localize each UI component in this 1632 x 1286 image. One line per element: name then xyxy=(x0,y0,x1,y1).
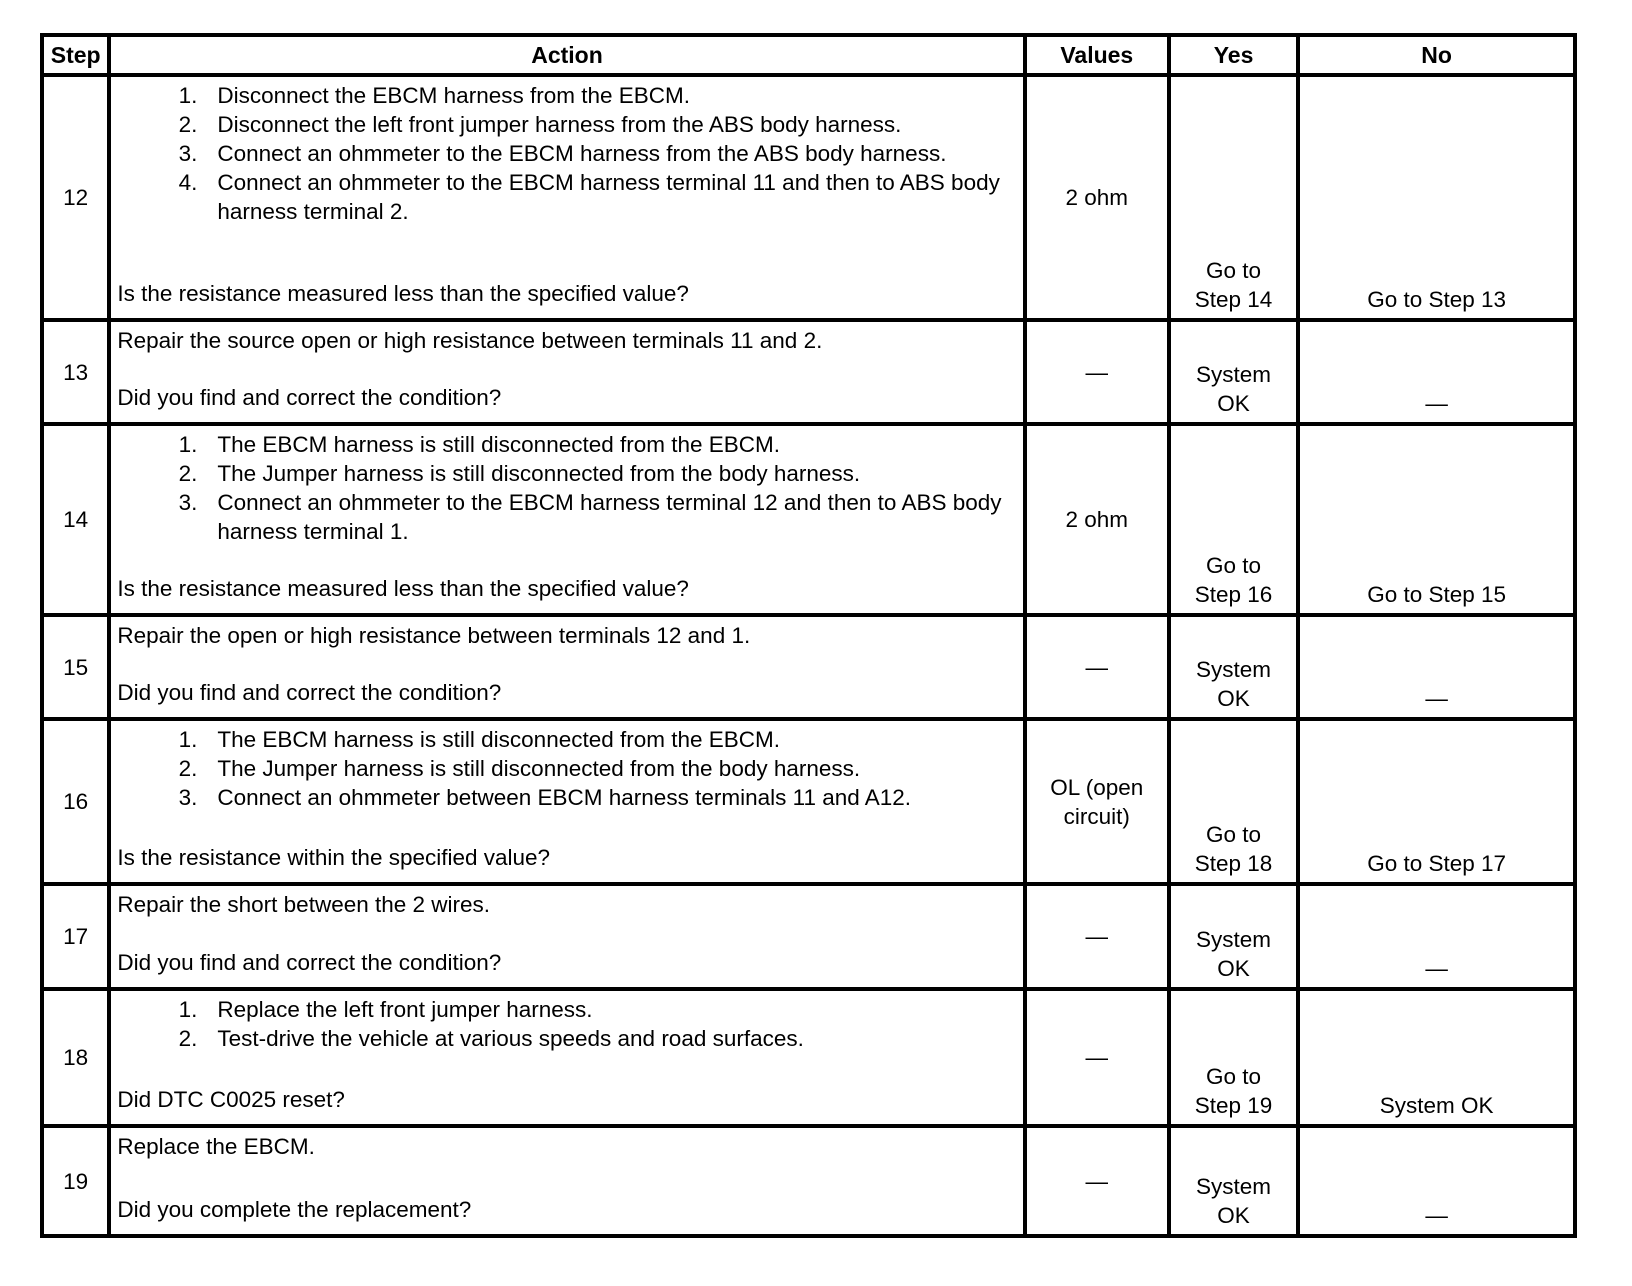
list-item-number: 4. xyxy=(178,170,198,195)
value-cell xyxy=(1025,719,1169,884)
action-steps-list xyxy=(117,995,1016,1053)
table-body xyxy=(42,75,1575,1236)
list-item xyxy=(117,110,1016,139)
list-item-text: The EBCM harness is still disconnected from the EBCM. xyxy=(217,432,781,457)
list-item-number: 1. xyxy=(178,432,198,457)
list-item-text: Disconnect the left front jumper harness from the ABS body harness. xyxy=(217,112,902,137)
list-item-number: 3. xyxy=(178,141,198,166)
list-item-number: 1. xyxy=(178,83,198,108)
specified-value: — xyxy=(1085,924,1109,949)
action-question: Did you find and correct the condition? xyxy=(117,385,502,410)
step-number: 18 xyxy=(42,989,109,1126)
list-item xyxy=(117,995,1016,1024)
no-result-text: — xyxy=(1425,956,1448,981)
list-item xyxy=(117,168,1016,226)
specified-value: — xyxy=(1085,359,1109,385)
yes-result-text: Go to Step 18 xyxy=(1194,822,1273,876)
specified-value: — xyxy=(1085,654,1109,680)
list-item-number: 3. xyxy=(178,785,198,810)
action-cell xyxy=(109,719,1024,884)
list-item-text: Connect an ohmmeter to the EBCM harness from the ABS body harness. xyxy=(217,141,947,166)
action-cell xyxy=(109,320,1024,424)
list-item-text: Replace the left front jumper harness. xyxy=(217,997,593,1022)
diagnostic-table xyxy=(40,33,1577,1238)
table-row xyxy=(42,884,1575,989)
header-action: Action xyxy=(109,35,1024,75)
no-result-text: Go to Step 13 xyxy=(1367,287,1507,312)
action-cell xyxy=(109,884,1024,989)
no-result xyxy=(1298,320,1575,424)
action-instruction: Repair the short between the 2 wires. xyxy=(117,892,491,917)
no-result xyxy=(1298,1126,1575,1236)
list-item-number: 1. xyxy=(178,727,198,752)
value-cell xyxy=(1025,75,1169,320)
table-row xyxy=(42,424,1575,615)
no-result xyxy=(1298,884,1575,989)
list-item xyxy=(117,1024,1016,1053)
table-row xyxy=(42,1126,1575,1236)
list-item xyxy=(117,488,1016,546)
yes-result xyxy=(1169,884,1298,989)
no-result-text: — xyxy=(1425,1203,1448,1228)
value-cell xyxy=(1025,884,1169,989)
header-step: Step xyxy=(42,35,109,75)
specified-value: OL (open circuit) xyxy=(1050,774,1144,829)
list-item xyxy=(117,725,1016,754)
action-instruction: Replace the EBCM. xyxy=(117,1134,315,1159)
action-steps-list xyxy=(117,430,1016,546)
step-number: 13 xyxy=(42,320,109,424)
yes-result-text: System OK xyxy=(1196,927,1272,981)
specified-value: 2 ohm xyxy=(1065,185,1129,210)
yes-result-text: System OK xyxy=(1196,1174,1272,1228)
step-number: 15 xyxy=(42,615,109,719)
action-question: Did you complete the replacement? xyxy=(117,1197,472,1222)
list-item-number: 2. xyxy=(178,461,198,486)
action-cell xyxy=(109,424,1024,615)
list-item-text: Connect an ohmmeter to the EBCM harness terminal 11 and then to ABS body harness terminal 2. xyxy=(217,170,1000,224)
step-number: 12 xyxy=(42,75,109,320)
table-row xyxy=(42,320,1575,424)
no-result xyxy=(1298,424,1575,615)
specified-value: — xyxy=(1085,1168,1109,1194)
list-item-number: 2. xyxy=(178,756,198,781)
table-row xyxy=(42,75,1575,320)
yes-result xyxy=(1169,320,1298,424)
specified-value: — xyxy=(1085,1045,1109,1070)
no-result-text: System OK xyxy=(1379,1093,1494,1118)
yes-result-text: System OK xyxy=(1196,657,1272,711)
header-yes: Yes xyxy=(1169,35,1298,75)
specified-value: 2 ohm xyxy=(1065,507,1129,532)
list-item-text: The Jumper harness is still disconnected from the body harness. xyxy=(217,756,861,781)
value-cell xyxy=(1025,1126,1169,1236)
no-result xyxy=(1298,719,1575,884)
list-item xyxy=(117,783,1016,812)
action-cell xyxy=(109,615,1024,719)
list-item-text: The EBCM harness is still disconnected from the EBCM. xyxy=(217,727,781,752)
step-number: 19 xyxy=(42,1126,109,1236)
list-item-text: Test-drive the vehicle at various speeds and road surfaces. xyxy=(217,1026,804,1051)
list-item-number: 2. xyxy=(178,112,198,137)
yes-result xyxy=(1169,75,1298,320)
no-result xyxy=(1298,989,1575,1126)
value-cell xyxy=(1025,989,1169,1126)
yes-result-text: Go to Step 19 xyxy=(1194,1064,1273,1118)
action-question: Is the resistance measured less than the specified value? xyxy=(117,576,689,601)
action-question: Is the resistance measured less than the specified value? xyxy=(117,281,689,306)
value-cell xyxy=(1025,320,1169,424)
no-result xyxy=(1298,615,1575,719)
step-number: 14 xyxy=(42,424,109,615)
action-question: Did DTC C0025 reset? xyxy=(117,1087,345,1112)
list-item-number: 2. xyxy=(178,1026,198,1051)
no-result-text: — xyxy=(1425,686,1448,711)
step-number: 16 xyxy=(42,719,109,884)
no-result xyxy=(1298,75,1575,320)
list-item-text: The Jumper harness is still disconnected from the body harness. xyxy=(217,461,861,486)
list-item-text: Disconnect the EBCM harness from the EBCM. xyxy=(217,83,691,108)
header-no: No xyxy=(1298,35,1575,75)
action-cell xyxy=(109,75,1024,320)
no-result-text: Go to Step 15 xyxy=(1367,582,1507,607)
action-question: Did you find and correct the condition? xyxy=(117,950,502,975)
value-cell xyxy=(1025,424,1169,615)
list-item xyxy=(117,459,1016,488)
table-row xyxy=(42,719,1575,884)
action-question: Is the resistance within the specified value? xyxy=(117,845,551,870)
no-result-text: — xyxy=(1425,391,1448,416)
action-steps-list xyxy=(117,81,1016,226)
action-question: Did you find and correct the condition? xyxy=(117,680,502,705)
yes-result xyxy=(1169,424,1298,615)
header-values: Values xyxy=(1025,35,1169,75)
yes-result xyxy=(1169,1126,1298,1236)
list-item-number: 1. xyxy=(178,997,198,1022)
list-item-text: Connect an ohmmeter between EBCM harness terminals 11 and A12. xyxy=(217,785,912,810)
header-row xyxy=(42,35,1575,75)
list-item xyxy=(117,754,1016,783)
yes-result xyxy=(1169,989,1298,1126)
action-instruction: Repair the open or high resistance between terminals 12 and 1. xyxy=(117,623,751,648)
no-result-text: Go to Step 17 xyxy=(1367,851,1507,876)
action-steps-list xyxy=(117,725,1016,812)
list-item xyxy=(117,139,1016,168)
list-item xyxy=(117,430,1016,459)
action-cell xyxy=(109,989,1024,1126)
step-number: 17 xyxy=(42,884,109,989)
yes-result xyxy=(1169,719,1298,884)
yes-result-text: Go to Step 14 xyxy=(1194,258,1273,312)
action-instruction: Repair the source open or high resistance between terminals 11 and 2. xyxy=(117,328,823,353)
list-item xyxy=(117,81,1016,110)
list-item-text: Connect an ohmmeter to the EBCM harness terminal 12 and then to ABS body harness terminal 1. xyxy=(217,490,1002,544)
value-cell xyxy=(1025,615,1169,719)
action-cell xyxy=(109,1126,1024,1236)
yes-result xyxy=(1169,615,1298,719)
list-item-number: 3. xyxy=(178,490,198,515)
yes-result-text: System OK xyxy=(1196,362,1272,416)
table-row xyxy=(42,615,1575,719)
yes-result-text: Go to Step 16 xyxy=(1194,553,1273,607)
table-row xyxy=(42,989,1575,1126)
